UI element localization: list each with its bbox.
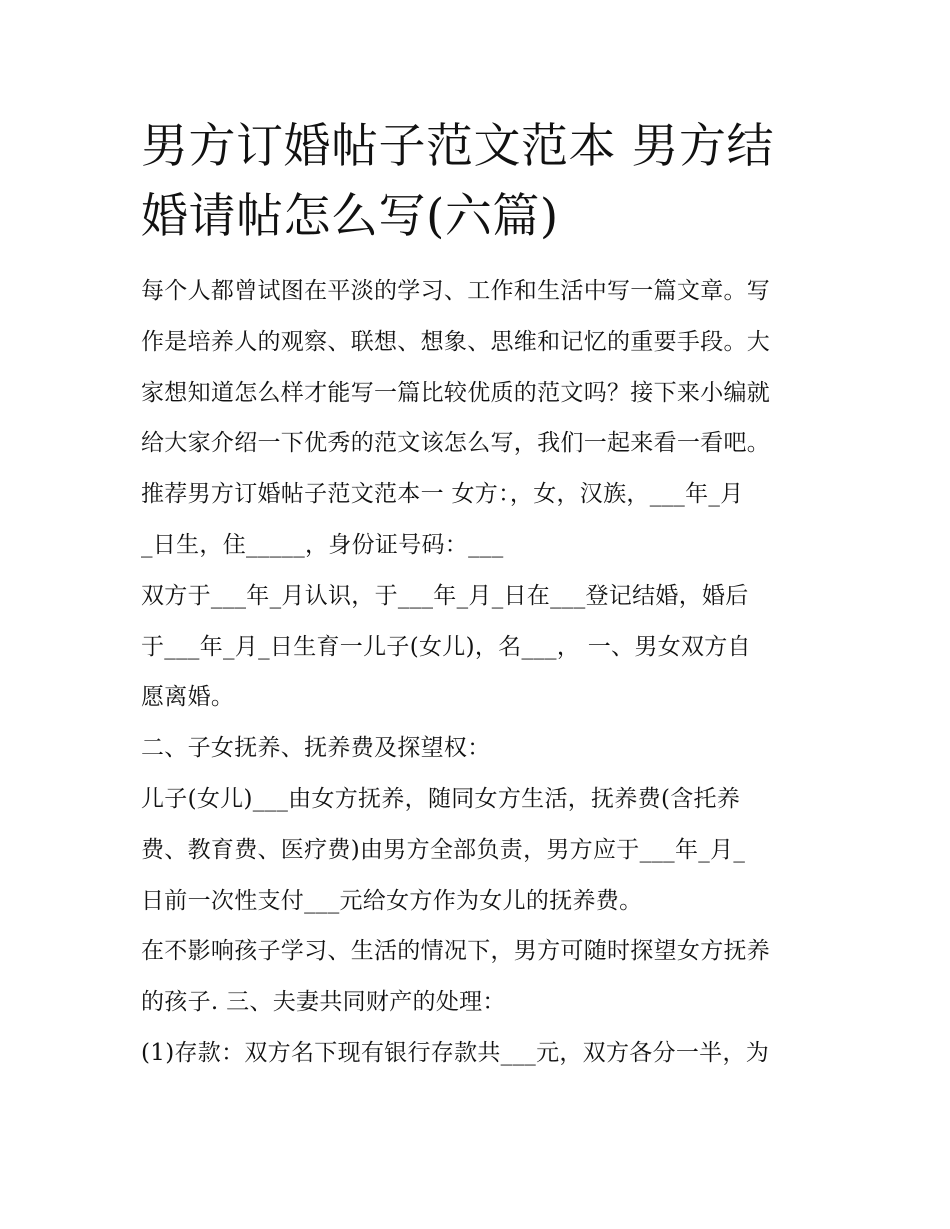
body-line: 作是培养人的观察、联想、想象、思维和记忆的重要手段。大 <box>141 328 771 355</box>
body-line: 在不影响孩子学习、生活的情况下，男方可随时探望女方抚养 <box>141 938 771 965</box>
body-line: _日生，住_____，身份证号码：___ <box>141 531 504 558</box>
body-line: 费、教育费、医疗费)由男方全部负责，男方应于___年_月_ <box>141 836 746 863</box>
body-line: 每个人都曾试图在平淡的学习、工作和生活中写一篇文章。写 <box>141 278 771 304</box>
body-line: 于___年_月_日生育一儿子(女儿)，名___， 一、男女双方自 <box>141 633 751 660</box>
body-line: 的孩子. 三、夫妻共同财产的处理： <box>141 989 506 1016</box>
body-line: 日前一次性支付___元给女方作为女儿的抚养费。 <box>141 887 643 914</box>
body-line: 儿子(女儿)___由女方抚养，随同女方生活，抚养费(含托养 <box>141 785 741 812</box>
body-line: 给大家介绍一下优秀的范文该怎么写，我们一起来看一看吧。 <box>141 430 771 457</box>
body-line: 二、子女抚养、抚养费及探望权： <box>141 735 491 762</box>
body-line: 愿离婚。 <box>141 684 235 711</box>
body-line: 双方于___年_月认识，于___年_月_日在___登记结婚，婚后 <box>141 582 749 609</box>
body-line: 家想知道怎么样才能写一篇比较优质的范文吗？接下来小编就 <box>141 379 771 406</box>
document-title <box>141 112 813 252</box>
document-body <box>141 266 813 1079</box>
document-content <box>141 112 813 1079</box>
title-line: 男方订婚帖子范文范本 男方结 <box>141 119 774 174</box>
body-line: (1)存款：双方名下现有银行存款共___元，双方各分一半，为 <box>141 1039 770 1066</box>
body-line: 推荐男方订婚帖子范文范本一 女方：，女，汉族，___年_月 <box>141 481 744 508</box>
title-line: 婚请帖怎么写(六篇) <box>141 189 559 244</box>
